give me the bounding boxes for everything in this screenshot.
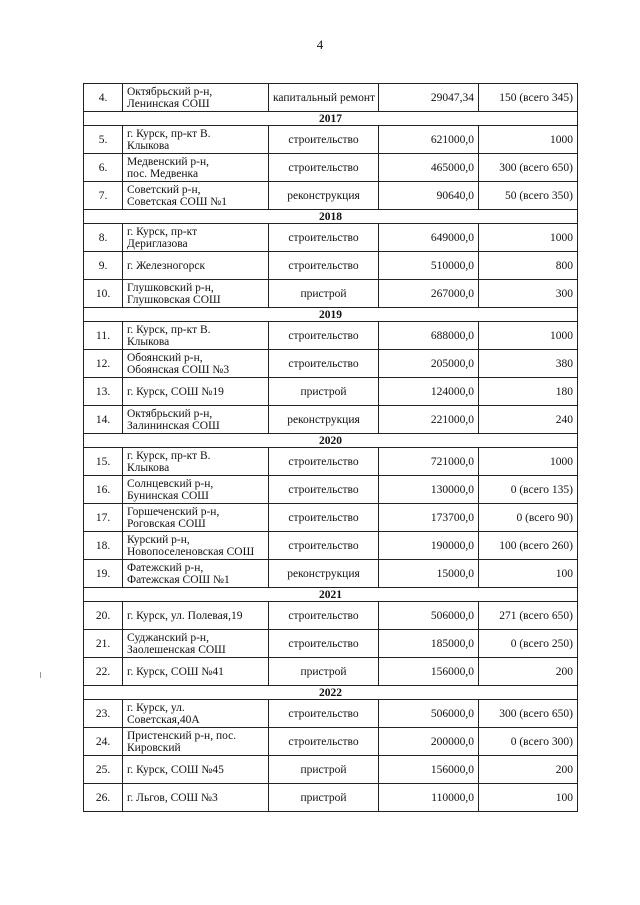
- site-line-1: Солнцевский р-н,: [127, 477, 214, 490]
- work-type-cell: строительство: [269, 700, 379, 728]
- row-number: 15.: [84, 448, 123, 476]
- table-row: [84, 126, 578, 154]
- row-number: 5.: [84, 126, 123, 154]
- year-header-row: [84, 210, 578, 224]
- site-cell: [123, 504, 269, 532]
- year-label: 2018: [84, 210, 578, 224]
- site-line-1: г. Курск, пр-кт: [127, 225, 198, 238]
- site-cell: [123, 756, 269, 784]
- site-line-1: Пристенский р-н, пос.: [127, 729, 237, 742]
- site-line-2: Советская СОШ №1: [127, 195, 228, 208]
- table-row: [84, 756, 578, 784]
- site-line-2: Бунинская СОШ: [127, 489, 209, 502]
- site-line-1: Октябрьский р-н,: [127, 407, 213, 420]
- work-type-cell: реконструкция: [269, 406, 379, 434]
- site-cell: [123, 406, 269, 434]
- site-line-1: г. Курск, пр-кт В.: [127, 449, 211, 462]
- row-number: 10.: [84, 280, 123, 308]
- work-type-cell: пристрой: [269, 280, 379, 308]
- site-line-1: Медвенский р-н,: [127, 155, 209, 168]
- places-cell: 200: [479, 658, 578, 686]
- cost-cell: 506000,0: [379, 602, 479, 630]
- row-number: 19.: [84, 560, 123, 588]
- site-line-2: Клыкова: [127, 139, 170, 152]
- site-line-1: г. Курск, СОШ №41: [127, 665, 224, 678]
- site-line-1: Советский р-н,: [127, 183, 201, 196]
- table-row: [84, 252, 578, 280]
- year-label: 2022: [84, 686, 578, 700]
- row-number: 18.: [84, 532, 123, 560]
- site-line-2: Клыкова: [127, 335, 170, 348]
- site-line-1: г. Курск, пр-кт В.: [127, 323, 211, 336]
- table-row: [84, 504, 578, 532]
- cost-cell: 15000,0: [379, 560, 479, 588]
- row-number: 9.: [84, 252, 123, 280]
- cost-cell: 124000,0: [379, 378, 479, 406]
- site-cell: [123, 350, 269, 378]
- places-cell: 100: [479, 784, 578, 812]
- site-line-2: Роговская СОШ: [127, 517, 206, 530]
- places-cell: 1000: [479, 126, 578, 154]
- site-cell: [123, 84, 269, 112]
- cost-cell: 221000,0: [379, 406, 479, 434]
- table-row: [84, 182, 578, 210]
- site-cell: [123, 700, 269, 728]
- work-type-cell: реконструкция: [269, 182, 379, 210]
- cost-cell: 649000,0: [379, 224, 479, 252]
- site-cell: [123, 448, 269, 476]
- table-row: [84, 476, 578, 504]
- construction-schedule-table: [83, 83, 578, 812]
- cost-cell: 465000,0: [379, 154, 479, 182]
- cost-cell: 185000,0: [379, 630, 479, 658]
- table-row: [84, 322, 578, 350]
- cost-cell: 173700,0: [379, 504, 479, 532]
- work-type-cell: строительство: [269, 728, 379, 756]
- site-line-1: г. Курск, ул. Полевая,19: [127, 609, 243, 622]
- row-number: 14.: [84, 406, 123, 434]
- table-row: [84, 154, 578, 182]
- table-row: [84, 84, 578, 112]
- site-cell: [123, 154, 269, 182]
- places-cell: 50 (всего 350): [479, 182, 578, 210]
- page-number: 4: [316, 37, 324, 52]
- site-cell: [123, 280, 269, 308]
- site-cell: [123, 784, 269, 812]
- row-number: 4.: [84, 84, 123, 112]
- work-type-cell: строительство: [269, 532, 379, 560]
- table-row: [84, 350, 578, 378]
- places-cell: 100: [479, 560, 578, 588]
- table-row: [84, 784, 578, 812]
- row-number: 23.: [84, 700, 123, 728]
- places-cell: 0 (всего 250): [479, 630, 578, 658]
- cost-cell: 621000,0: [379, 126, 479, 154]
- table-body: [84, 84, 578, 812]
- cost-cell: 90640,0: [379, 182, 479, 210]
- site-cell: [123, 476, 269, 504]
- site-line-1: г. Железногорск: [127, 259, 206, 272]
- site-line-2: Кировский: [127, 741, 181, 754]
- work-type-cell: строительство: [269, 126, 379, 154]
- cost-cell: 156000,0: [379, 756, 479, 784]
- table-row: [84, 406, 578, 434]
- places-cell: 240: [479, 406, 578, 434]
- cost-cell: 200000,0: [379, 728, 479, 756]
- table-row: [84, 378, 578, 406]
- row-number: 8.: [84, 224, 123, 252]
- table-row: [84, 728, 578, 756]
- site-cell: [123, 322, 269, 350]
- row-number: 20.: [84, 602, 123, 630]
- year-label: 2019: [84, 308, 578, 322]
- cost-cell: 506000,0: [379, 700, 479, 728]
- table-row: [84, 602, 578, 630]
- row-number: 24.: [84, 728, 123, 756]
- year-header-row: [84, 686, 578, 700]
- places-cell: 1000: [479, 448, 578, 476]
- row-number: 17.: [84, 504, 123, 532]
- places-cell: 800: [479, 252, 578, 280]
- work-type-cell: строительство: [269, 322, 379, 350]
- row-number: 16.: [84, 476, 123, 504]
- work-type-cell: строительство: [269, 448, 379, 476]
- site-line-1: Фатежский р-н,: [127, 561, 204, 574]
- row-number: 7.: [84, 182, 123, 210]
- site-line-1: г. Курск, СОШ №19: [127, 385, 224, 398]
- site-line-1: г. Курск, ул.: [127, 701, 185, 714]
- places-cell: 271 (всего 650): [479, 602, 578, 630]
- places-cell: 0 (всего 90): [479, 504, 578, 532]
- cost-cell: 156000,0: [379, 658, 479, 686]
- places-cell: 200: [479, 756, 578, 784]
- places-cell: 0 (всего 300): [479, 728, 578, 756]
- year-header-row: [84, 308, 578, 322]
- site-line-2: Обоянская СОШ №3: [127, 363, 230, 376]
- site-cell: [123, 224, 269, 252]
- site-line-1: Глушковский р-н,: [127, 281, 214, 294]
- table-row: [84, 560, 578, 588]
- site-cell: [123, 126, 269, 154]
- site-cell: [123, 182, 269, 210]
- work-type-cell: пристрой: [269, 784, 379, 812]
- places-cell: 300: [479, 280, 578, 308]
- row-number: 12.: [84, 350, 123, 378]
- site-cell: [123, 658, 269, 686]
- places-cell: 380: [479, 350, 578, 378]
- table-row: [84, 630, 578, 658]
- site-cell: [123, 602, 269, 630]
- places-cell: 100 (всего 260): [479, 532, 578, 560]
- site-line-2: пос. Медвенка: [127, 167, 199, 180]
- site-cell: [123, 560, 269, 588]
- cost-cell: 110000,0: [379, 784, 479, 812]
- year-label: 2017: [84, 112, 578, 126]
- site-line-2: Заолешенская СОШ: [127, 643, 226, 656]
- site-line-2: Фатежская СОШ №1: [127, 573, 230, 586]
- site-line-1: Суджанский р-н,: [127, 631, 209, 644]
- places-cell: 0 (всего 135): [479, 476, 578, 504]
- table-row: [84, 658, 578, 686]
- table-row: [84, 224, 578, 252]
- cost-cell: 130000,0: [379, 476, 479, 504]
- site-line-2: Залининская СОШ: [127, 419, 220, 432]
- site-line-1: г. Курск, пр-кт В.: [127, 127, 211, 140]
- work-type-cell: строительство: [269, 630, 379, 658]
- site-cell: [123, 252, 269, 280]
- cost-cell: 267000,0: [379, 280, 479, 308]
- row-number: 13.: [84, 378, 123, 406]
- table-row: [84, 448, 578, 476]
- table-row: [84, 532, 578, 560]
- work-type-cell: строительство: [269, 504, 379, 532]
- cost-cell: 721000,0: [379, 448, 479, 476]
- site-cell: [123, 630, 269, 658]
- work-type-cell: капитальный ремонт: [269, 84, 379, 112]
- table-row: [84, 280, 578, 308]
- places-cell: 300 (всего 650): [479, 154, 578, 182]
- places-cell: 1000: [479, 224, 578, 252]
- work-type-cell: строительство: [269, 476, 379, 504]
- site-line-1: Обоянский р-н,: [127, 351, 203, 364]
- site-line-2: Клыкова: [127, 461, 170, 474]
- site-line-2: Новопоселеновская СОШ: [127, 545, 255, 558]
- table-row: [84, 700, 578, 728]
- site-line-2: Ленинская СОШ: [127, 97, 210, 110]
- places-cell: 180: [479, 378, 578, 406]
- row-number: 26.: [84, 784, 123, 812]
- row-number: 22.: [84, 658, 123, 686]
- site-cell: [123, 378, 269, 406]
- work-type-cell: строительство: [269, 350, 379, 378]
- places-cell: 1000: [479, 322, 578, 350]
- site-cell: [123, 532, 269, 560]
- site-line-1: Курский р-н,: [127, 533, 190, 546]
- site-line-1: Октябрьский р-н,: [127, 85, 213, 98]
- work-type-cell: строительство: [269, 154, 379, 182]
- cost-cell: 510000,0: [379, 252, 479, 280]
- row-number: 25.: [84, 756, 123, 784]
- places-cell: 300 (всего 650): [479, 700, 578, 728]
- site-line-1: г. Курск, СОШ №45: [127, 763, 224, 776]
- year-header-row: [84, 588, 578, 602]
- work-type-cell: пристрой: [269, 756, 379, 784]
- year-header-row: [84, 434, 578, 448]
- site-line-1: Горшеченский р-н,: [127, 505, 220, 518]
- cost-cell: 190000,0: [379, 532, 479, 560]
- year-label: 2021: [84, 588, 578, 602]
- margin-mark: [40, 672, 41, 678]
- cost-cell: 205000,0: [379, 350, 479, 378]
- site-cell: [123, 728, 269, 756]
- work-type-cell: строительство: [269, 252, 379, 280]
- year-label: 2020: [84, 434, 578, 448]
- site-line-2: Советская,40А: [127, 713, 200, 726]
- work-type-cell: реконструкция: [269, 560, 379, 588]
- work-type-cell: пристрой: [269, 658, 379, 686]
- cost-cell: 688000,0: [379, 322, 479, 350]
- row-number: 6.: [84, 154, 123, 182]
- row-number: 21.: [84, 630, 123, 658]
- cost-cell: 29047,34: [379, 84, 479, 112]
- work-type-cell: пристрой: [269, 378, 379, 406]
- work-type-cell: строительство: [269, 224, 379, 252]
- site-line-2: Дериглазова: [127, 237, 188, 250]
- row-number: 11.: [84, 322, 123, 350]
- year-header-row: [84, 112, 578, 126]
- site-line-1: г. Льгов, СОШ №3: [127, 791, 218, 804]
- work-type-cell: строительство: [269, 602, 379, 630]
- site-line-2: Глушковская СОШ: [127, 293, 221, 306]
- places-cell: 150 (всего 345): [479, 84, 578, 112]
